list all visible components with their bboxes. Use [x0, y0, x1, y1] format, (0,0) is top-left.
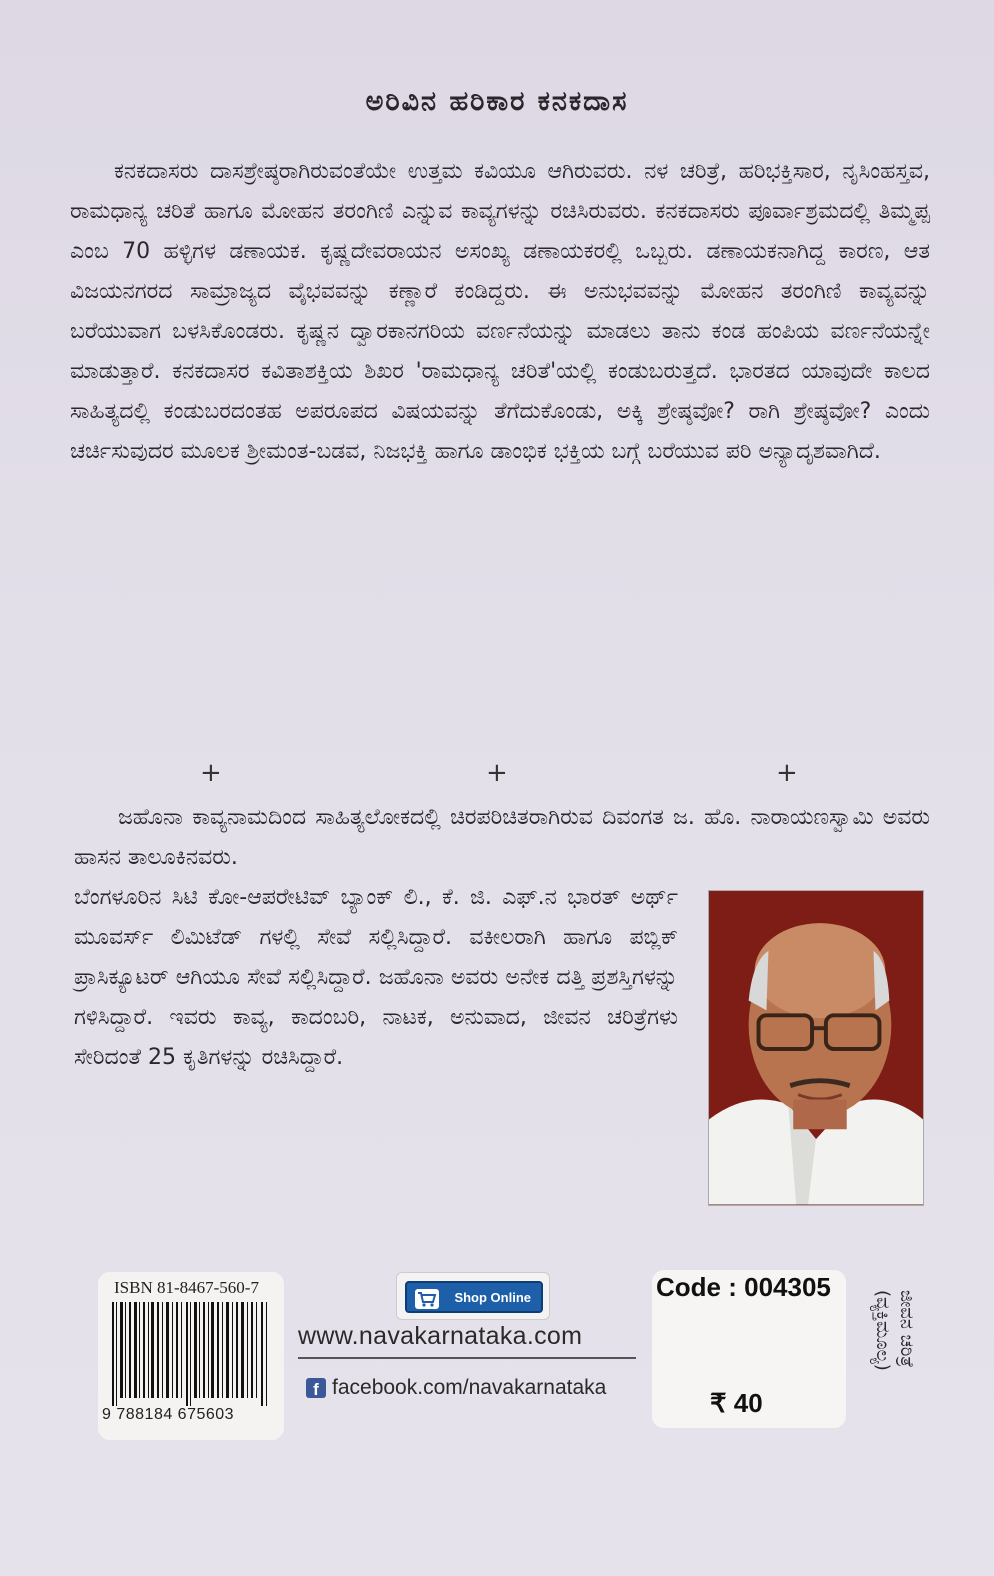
facebook-label: facebook.com/navakarnataka	[332, 1376, 607, 1399]
author-portrait-image	[709, 891, 923, 1205]
separator-mark: +	[486, 758, 508, 788]
website-link[interactable]: www.navakarnataka.com	[298, 1322, 636, 1359]
page-title: ಅರಿವಿನ ಹರಿಕಾರ ಕನಕದಾಸ	[365, 86, 629, 117]
barcode-icon	[110, 1302, 272, 1406]
shop-online-button[interactable]	[405, 1281, 543, 1313]
author-bio-paragraph: ಬೆಂಗಳೂರಿನ ಸಿಟಿ ಕೋ-ಆಪರೇಟಿವ್ ಬ್ಯಾಂಕ್ ಲಿ., ಕೆ. ಜಿ. ಎಫ್.ನ ಭಾರತ್ ಅರ್ಥ್ ಮೂವರ್ಸ್ ಲಿಮಿಟೆಡ್ ಗಳಲ್ಲಿ ಸೇವೆ ಸಲ್ಲಿಸಿದ್ದಾರೆ. ವಕೀಲರಾಗಿ ಹಾಗೂ ಪಬ್ಲಿಕ್ ಪ್ರಾಸಿಕ್ಯೂಟರ್ ಆಗಿಯೂ ಸೇವೆ ಸಲ್ಲಿಸಿದ್ದಾರೆ. ಜಹೊನಾ ಅವರು ಅನೇಕ ದತ್ತಿ ಪ್ರಶಸ್ತಿಗಳನ್ನು ಗಳಿಸಿದ್ದಾರೆ. ಇವರು ಕಾವ್ಯ, ಕಾದಂಬರಿ, ನಾಟಕ, ಅನುವಾದ, ಜೀವನ ಚರಿತ್ರೆಗಳು ಸೇರಿದಂತೆ 25 ಕೃತಿಗಳನ್ನು ರಚಿಸಿದ್ದಾರೆ.	[74, 885, 678, 1070]
isbn-label: ISBN 81-8467-560-7	[114, 1278, 259, 1297]
author-bio-intro: ಜಹೊನಾ ಕಾವ್ಯನಾಮದಿಂದ ಸಾಹಿತ್ಯಲೋಕದಲ್ಲಿ ಚಿರಪರಿಚಿತರಾಗಿರುವ ದಿವಂಗತ ಜ. ಹೊ. ನಾರಾಯಣಸ್ವಾಮಿ ಅವರು ಹಾಸನ ತಾಲೂಕಿನವರು.	[74, 805, 930, 870]
separator-mark: +	[200, 758, 222, 788]
shop-online-badge[interactable]	[396, 1272, 550, 1320]
shop-online-label: Shop Online	[454, 1289, 531, 1305]
book-code: Code : 004305	[656, 1272, 831, 1302]
author-photo	[708, 890, 924, 1206]
cart-icon	[415, 1289, 439, 1309]
book-price: ₹ 40	[710, 1388, 763, 1418]
genre-label: ಜೀವನ ಚರಿತ್ರೆ (ವ್ಯಕ್ತಿಮೂಲ್ಯ)	[872, 1290, 917, 1371]
price-code-box	[652, 1270, 846, 1428]
barcode-number: 9 788184 675603	[102, 1406, 235, 1423]
separator-mark: +	[776, 758, 798, 788]
facebook-icon: f	[306, 1378, 326, 1398]
section-separator	[0, 758, 994, 788]
isbn-barcode	[98, 1272, 284, 1440]
facebook-link[interactable]	[306, 1376, 606, 1400]
description-paragraph: ಕನಕದಾಸರು ದಾಸಶ್ರೇಷ್ಠರಾಗಿರುವಂತೆಯೇ ಉತ್ತಮ ಕವಿಯೂ ಆಗಿರುವರು. ನಳ ಚರಿತ್ರೆ, ಹರಿಭಕ್ತಿಸಾರ, ನೃಸಿಂಹಸ್ತವ, ರಾಮಧಾನ್ಯ ಚರಿತೆ ಹಾಗೂ ಮೋಹನ ತರಂಗಿಣಿ ಎನ್ನುವ ಕಾವ್ಯಗಳನ್ನು ರಚಿಸಿರುವರು. ಕನಕದಾಸರು ಪೂರ್ವಾಶ್ರಮದಲ್ಲಿ ತಿಮ್ಮಪ್ಪ ಎಂಬ 70 ಹಳ್ಳಿಗಳ ಡಣಾಯಕ. ಕೃಷ್ಣದೇವರಾಯನ ಅಸಂಖ್ಯ ಡಣಾಯಕರಲ್ಲಿ ಒಬ್ಬರು. ಡಣಾಯಕನಾಗಿದ್ದ ಕಾರಣ, ಆತ ವಿಜಯನಗರದ ಸಾಮ್ರಾಜ್ಯದ ವೈಭವವನ್ನು ಕಣ್ಣಾರೆ ಕಂಡಿದ್ದರು. ಈ ಅನುಭವವನ್ನು ಮೋಹನ ತರಂಗಿಣಿ ಕಾವ್ಯವನ್ನು ಬರೆಯುವಾಗ ಬಳಸಿಕೊಂಡರು. ಕೃಷ್ಣನ ದ್ವಾರಕಾನಗರಿಯ ವರ್ಣನೆಯನ್ನು ಮಾಡಲು ತಾನು ಕಂಡ ಹಂಪಿಯ ವರ್ಣನೆಯನ್ನೇ ಮಾಡುತ್ತಾರೆ. ಕನಕದಾಸರ ಕವಿತಾಶಕ್ತಿಯ ಶಿಖರ 'ರಾಮಧಾನ್ಯ ಚರಿತೆ'ಯಲ್ಲಿ ಕಂಡುಬರುತ್ತದೆ. ಭಾರತದ ಯಾವುದೇ ಕಾಲದ ಸಾಹಿತ್ಯದಲ್ಲಿ ಕಂಡುಬರದಂತಹ ಅಪರೂಪದ ವಿಷಯವನ್ನು ತೆಗೆದುಕೊಂಡು, ಅಕ್ಕಿ ಶ್ರೇಷ್ಠವೋ? ರಾಗಿ ಶ್ರೇಷ್ಠವೋ? ಎಂದು ಚರ್ಚಿಸುವುದರ ಮೂಲಕ ಶ್ರೀಮಂತ-ಬಡವ, ನಿಜಭಕ್ತಿ ಹಾಗೂ ಡಾಂಭಿಕ ಭಕ್ತಿಯ ಬಗ್ಗೆ ಬರೆಯುವ ಪರಿ ಅನ್ಯಾದೃಶವಾಗಿದೆ.	[70, 159, 930, 464]
